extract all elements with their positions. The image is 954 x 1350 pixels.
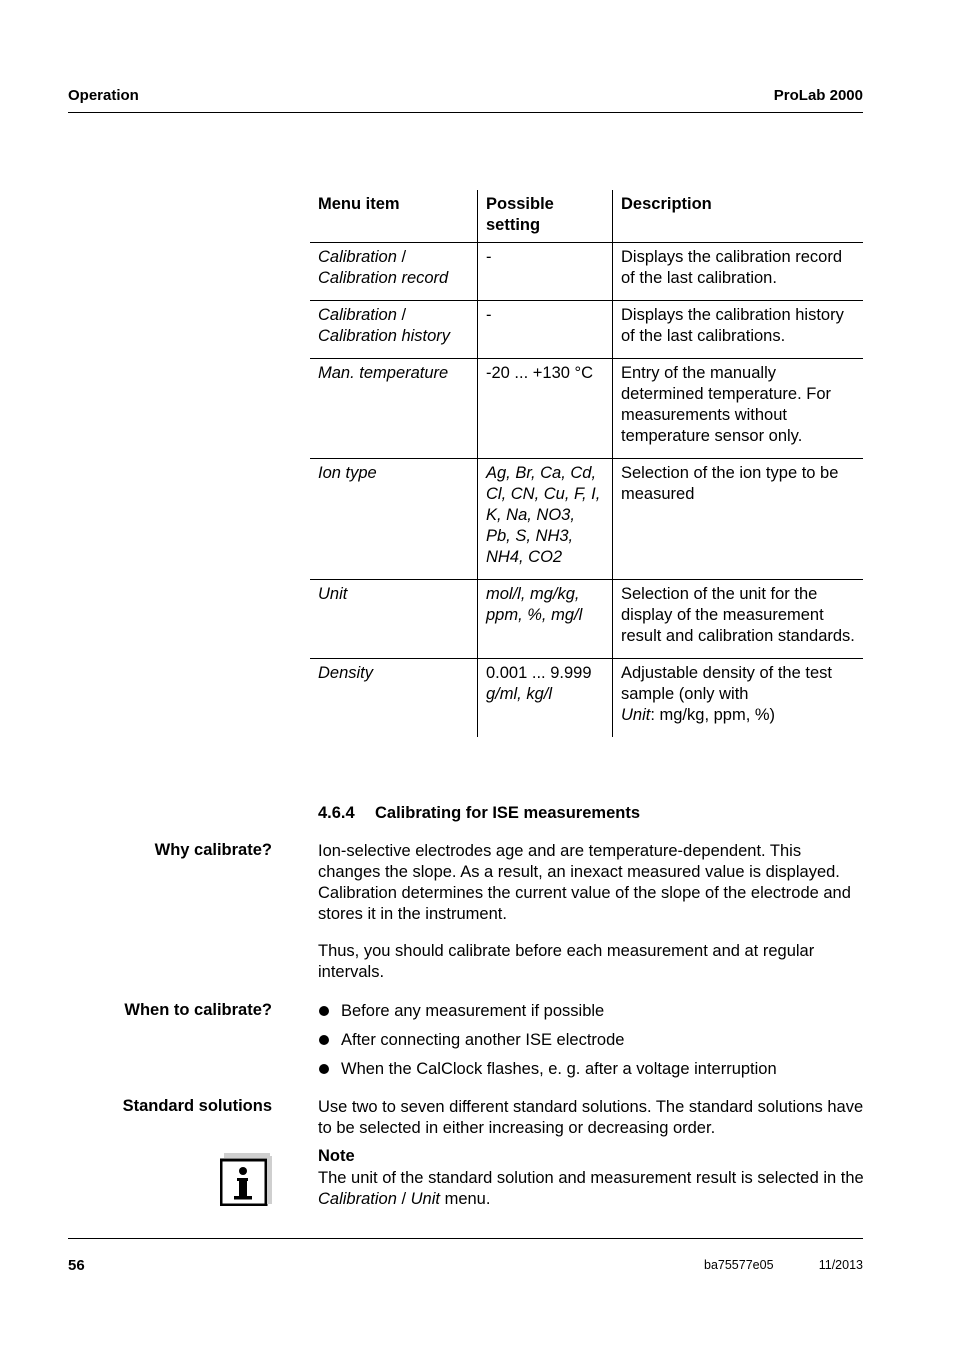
table-row bbox=[310, 580, 863, 659]
section-heading: 4.6.4 Calibrating for ISE measurements bbox=[318, 804, 640, 822]
footer-rule bbox=[68, 1238, 863, 1239]
table-row bbox=[310, 243, 863, 301]
menu-item-cell: Man. temperature bbox=[310, 359, 478, 459]
side-label-when: When to calibrate? bbox=[124, 1001, 272, 1019]
table-row bbox=[310, 359, 863, 459]
document-id: ba75577e05 bbox=[704, 1258, 774, 1272]
setting-cell: Ag, Br, Ca, Cd, Cl, CN, Cu, F, I, K, Na, NO3, Pb, S, NH3, NH4, CO2 bbox=[478, 459, 613, 580]
menu-item-cell: Calibration / Calibration record bbox=[310, 243, 478, 301]
side-label-why: Why calibrate? bbox=[154, 841, 272, 859]
why-paragraph-1: Ion-selective electrodes age and are temperature-dependent. This changes the slope. As a result, an inexact measured value is displayed. Calibration determines the current value of the slope of the electrode and stores it in the instrument. bbox=[318, 842, 851, 923]
description-cell: Displays the calibration record of the last calibration. bbox=[613, 243, 864, 301]
description-cell: Selection of the ion type to be measured bbox=[613, 459, 864, 580]
header-section: Operation bbox=[68, 87, 139, 104]
list-item: When the CalClock flashes, e. g. after a voltage interruption bbox=[318, 1059, 866, 1088]
column-header: Possible setting bbox=[478, 190, 613, 243]
description-cell: Entry of the manually determined temperature. For measurements without temperature sensor only. bbox=[613, 359, 864, 459]
list-item: Before any measurement if possible bbox=[318, 1001, 866, 1030]
info-icon bbox=[220, 1152, 272, 1206]
menu-item-cell: Ion type bbox=[310, 459, 478, 580]
side-label-standard: Standard solutions bbox=[122, 1097, 272, 1115]
description-cell: Adjustable density of the test sample (only with Unit: mg/kg, ppm, %) bbox=[613, 659, 864, 738]
menu-item-cell: Calibration / Calibration history bbox=[310, 301, 478, 359]
bullet-icon bbox=[319, 1035, 329, 1045]
description-cell: Displays the calibration history of the last calibrations. bbox=[613, 301, 864, 359]
when-list bbox=[318, 1001, 866, 1088]
table-row bbox=[310, 459, 863, 580]
setting-cell: 0.001 ... 9.999 g/ml, kg/l bbox=[478, 659, 613, 738]
menu-item-cell: Unit bbox=[310, 580, 478, 659]
bullet-icon bbox=[319, 1064, 329, 1074]
menu-item-cell: Density bbox=[310, 659, 478, 738]
standard-paragraph: Use two to seven different standard solutions. The standard solutions have to be selected in either increasing or decreasing order. bbox=[318, 1098, 864, 1137]
table-header-row bbox=[310, 190, 863, 243]
why-paragraph-2: Thus, you should calibrate before each measurement and at regular intervals. bbox=[318, 942, 815, 981]
column-header: Description bbox=[613, 190, 864, 243]
note-text: The unit of the standard solution and measurement result is selected in the Calibration / Unit menu. bbox=[318, 1169, 864, 1208]
setting-cell: mol/l, mg/kg, ppm, %, mg/l bbox=[478, 580, 613, 659]
column-header: Menu item bbox=[318, 195, 400, 213]
setting-cell: - bbox=[478, 301, 613, 359]
setting-cell: - bbox=[478, 243, 613, 301]
header-product: ProLab 2000 bbox=[773, 87, 863, 104]
list-item: After connecting another ISE electrode bbox=[318, 1030, 866, 1059]
header-rule bbox=[68, 112, 863, 113]
document-date: 11/2013 bbox=[818, 1258, 863, 1272]
page-number: 56 bbox=[68, 1257, 85, 1274]
table-row bbox=[310, 659, 863, 738]
menu-table bbox=[310, 190, 863, 737]
bullet-icon bbox=[319, 1006, 329, 1016]
description-cell: Selection of the unit for the display of the measurement result and calibration standards. bbox=[613, 580, 864, 659]
note-title: Note bbox=[318, 1147, 355, 1165]
setting-cell: -20 ... +130 °C bbox=[478, 359, 613, 459]
table-row bbox=[310, 301, 863, 359]
